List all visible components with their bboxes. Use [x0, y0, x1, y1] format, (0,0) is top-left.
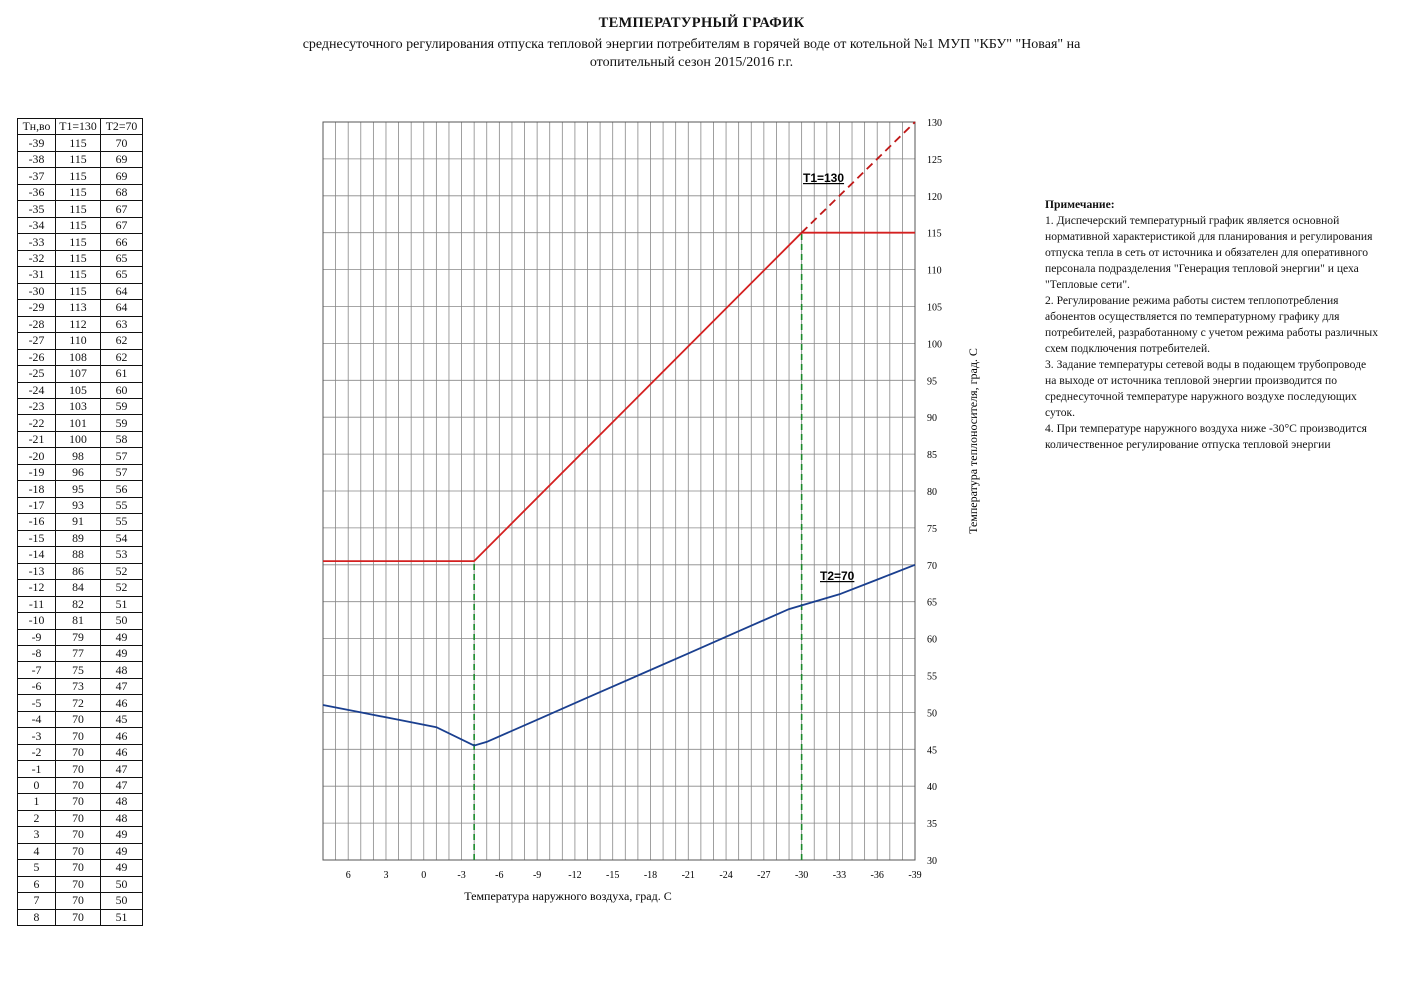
- table-cell: 57: [101, 448, 143, 464]
- table-cell: 84: [56, 580, 101, 596]
- table-cell: -39: [18, 135, 56, 151]
- table-cell: 70: [56, 777, 101, 793]
- y-tick-label: 35: [927, 819, 937, 831]
- y-tick-label: 80: [927, 487, 937, 498]
- table-cell: 77: [56, 646, 101, 662]
- table-cell: 70: [56, 893, 101, 909]
- table-cell: 115: [56, 267, 101, 283]
- table-cell: 2: [18, 810, 56, 826]
- table-cell: -30: [18, 283, 56, 299]
- table-cell: -31: [18, 267, 56, 283]
- table-cell: 49: [101, 843, 143, 859]
- series-line-t1: [323, 233, 915, 561]
- table-cell: 67: [101, 217, 143, 233]
- y-tick-label: 90: [927, 413, 937, 425]
- table-cell: 70: [56, 843, 101, 859]
- table-cell: -16: [18, 514, 56, 530]
- y-tick-label: 130: [927, 118, 942, 129]
- table-cell: 48: [101, 794, 143, 810]
- table-cell: 70: [56, 860, 101, 876]
- table-cell: 73: [56, 678, 101, 694]
- table-cell: 72: [56, 695, 101, 711]
- table-cell: 95: [56, 481, 101, 497]
- table-cell: -33: [18, 234, 56, 250]
- table-cell: 56: [101, 481, 143, 497]
- table-cell: 89: [56, 530, 101, 546]
- table-cell: -8: [18, 646, 56, 662]
- table-cell: -11: [18, 596, 56, 612]
- y-tick-label: 85: [927, 450, 937, 462]
- table-cell: -14: [18, 547, 56, 563]
- y-axis-label: Температура теплоносителя, град. С: [966, 348, 980, 534]
- table-cell: 70: [56, 810, 101, 826]
- table-cell: 49: [101, 827, 143, 843]
- x-tick-label: 0: [421, 870, 427, 881]
- table-cell: -28: [18, 316, 56, 332]
- table-cell: -26: [18, 349, 56, 365]
- table-cell: 61: [101, 366, 143, 382]
- table-cell: -13: [18, 563, 56, 579]
- y-tick-label: 75: [927, 523, 937, 535]
- x-tick-label: -12: [568, 870, 582, 881]
- note-item: 2. Регулирование режима работы систем теплопотребления абонентов осуществляется по температурному графику для потребителей, разработанному с учетом режима работы различных схем подключения потребителей.: [1045, 294, 1379, 355]
- table-cell: 100: [56, 431, 101, 447]
- table-cell: 52: [101, 563, 143, 579]
- table-cell: 46: [101, 695, 143, 711]
- table-cell: 48: [101, 662, 143, 678]
- table-cell: 86: [56, 563, 101, 579]
- table-cell: 115: [56, 135, 101, 151]
- table-cell: -18: [18, 481, 56, 497]
- table-cell: 70: [101, 135, 143, 151]
- x-axis-label: Температура наружного воздуха, град. С: [464, 889, 672, 903]
- table-cell: 105: [56, 382, 101, 398]
- table-cell: -35: [18, 201, 56, 217]
- table-cell: 0: [18, 777, 56, 793]
- table-cell: 49: [101, 629, 143, 645]
- table-cell: -5: [18, 695, 56, 711]
- note-item: 4. При температуре наружного воздуха ниже -30°С производится количественное регулирование отпуска тепловой энергии: [1045, 422, 1367, 451]
- table-cell: 70: [56, 827, 101, 843]
- table-cell: -29: [18, 300, 56, 316]
- table-cell: 115: [56, 250, 101, 266]
- table-cell: 46: [101, 728, 143, 744]
- table-cell: -9: [18, 629, 56, 645]
- table-cell: 82: [56, 596, 101, 612]
- table-cell: 70: [56, 876, 101, 892]
- table-cell: -10: [18, 613, 56, 629]
- table-cell: -27: [18, 333, 56, 349]
- y-tick-label: 30: [927, 856, 937, 867]
- x-tick-label: -21: [681, 870, 695, 881]
- x-tick-label: -15: [606, 870, 620, 881]
- table-cell: 51: [101, 596, 143, 612]
- table-cell: 59: [101, 398, 143, 414]
- table-cell: -20: [18, 448, 56, 464]
- table-cell: 81: [56, 613, 101, 629]
- x-tick-label: 3: [383, 870, 389, 881]
- table-cell: 66: [101, 234, 143, 250]
- table-cell: -24: [18, 382, 56, 398]
- table-cell: -23: [18, 398, 56, 414]
- y-tick-label: 120: [927, 191, 942, 203]
- table-cell: 8: [18, 909, 56, 925]
- table-cell: 65: [101, 267, 143, 283]
- table-cell: 67: [101, 201, 143, 217]
- table-cell: 6: [18, 876, 56, 892]
- table-cell: 50: [101, 613, 143, 629]
- table-cell: 54: [101, 530, 143, 546]
- x-tick-label: -6: [495, 870, 504, 881]
- table-cell: 4: [18, 843, 56, 859]
- table-cell: -32: [18, 250, 56, 266]
- table-cell: 47: [101, 777, 143, 793]
- table-cell: -37: [18, 168, 56, 184]
- x-tick-label: 6: [345, 870, 351, 881]
- table-cell: -21: [18, 431, 56, 447]
- table-cell: -15: [18, 530, 56, 546]
- table-cell: 115: [56, 201, 101, 217]
- table-cell: -36: [18, 184, 56, 200]
- table-cell: 5: [18, 860, 56, 876]
- x-tick-label: -33: [832, 870, 847, 881]
- table-cell: -12: [18, 580, 56, 596]
- table-header-cell: Т1=130: [56, 119, 101, 135]
- table-header-cell: Т2=70: [101, 119, 143, 135]
- table-cell: 115: [56, 234, 101, 250]
- page-title: ТЕМПЕРАТУРНЫЙ ГРАФИК: [598, 15, 805, 31]
- table-cell: 45: [101, 711, 143, 727]
- table-cell: 62: [101, 349, 143, 365]
- table-cell: 98: [56, 448, 101, 464]
- table-cell: 110: [56, 333, 101, 349]
- y-tick-label: 65: [927, 597, 937, 609]
- y-tick-label: 110: [927, 265, 942, 277]
- table-cell: 75: [56, 662, 101, 678]
- table-cell: -3: [18, 728, 56, 744]
- table-cell: 69: [101, 168, 143, 184]
- table-cell: 58: [101, 431, 143, 447]
- table-cell: 1: [18, 794, 56, 810]
- table-cell: 7: [18, 893, 56, 909]
- table-cell: -17: [18, 497, 56, 513]
- y-tick-label: 100: [927, 339, 942, 351]
- table-cell: 63: [101, 316, 143, 332]
- table-cell: 55: [101, 497, 143, 513]
- table-cell: 52: [101, 580, 143, 596]
- y-tick-label: 70: [927, 560, 937, 572]
- table-cell: -2: [18, 744, 56, 760]
- table-cell: 108: [56, 349, 101, 365]
- y-tick-label: 40: [927, 782, 937, 794]
- table-header-cell: Тн,во: [18, 119, 56, 135]
- table-cell: -25: [18, 366, 56, 382]
- table-cell: 70: [56, 909, 101, 925]
- table-cell: -19: [18, 464, 56, 480]
- table-cell: 48: [101, 810, 143, 826]
- table-cell: 3: [18, 827, 56, 843]
- x-tick-label: -3: [457, 870, 466, 881]
- table-cell: 47: [101, 761, 143, 777]
- table-cell: 50: [101, 876, 143, 892]
- table-cell: -22: [18, 415, 56, 431]
- table-cell: 68: [101, 184, 143, 200]
- y-tick-label: 45: [927, 745, 937, 757]
- table-cell: 96: [56, 464, 101, 480]
- table-cell: 50: [101, 893, 143, 909]
- table-cell: 115: [56, 217, 101, 233]
- y-tick-label: 125: [927, 154, 942, 166]
- table-cell: 88: [56, 547, 101, 563]
- table-cell: 57: [101, 464, 143, 480]
- x-tick-label: -30: [794, 870, 809, 881]
- table-cell: -7: [18, 662, 56, 678]
- table-cell: 70: [56, 744, 101, 760]
- table-cell: 112: [56, 316, 101, 332]
- table-cell: 115: [56, 168, 101, 184]
- table-cell: 49: [101, 646, 143, 662]
- table-cell: 69: [101, 151, 143, 167]
- table-cell: -34: [18, 217, 56, 233]
- x-tick-label: -36: [870, 870, 884, 881]
- series-label-t1: Т1=130: [803, 171, 845, 185]
- table-cell: 91: [56, 514, 101, 530]
- note-item: 3. Задание температуры сетевой воды в подающем трубопроводе на выходе от источника тепловой энергии производится по среднесуточной температуре наружного воздухе последующих суток.: [1045, 358, 1367, 419]
- table-cell: 55: [101, 514, 143, 530]
- table-cell: -38: [18, 151, 56, 167]
- page-subtitle-season: отопительный сезон 2015/2016 г.г.: [589, 55, 794, 70]
- table-cell: 79: [56, 629, 101, 645]
- y-tick-label: 105: [927, 302, 942, 314]
- y-tick-label: 50: [927, 708, 937, 720]
- y-tick-label: 55: [927, 671, 937, 683]
- table-cell: 59: [101, 415, 143, 431]
- table-cell: 103: [56, 398, 101, 414]
- table-cell: 46: [101, 744, 143, 760]
- table-cell: 70: [56, 728, 101, 744]
- table-cell: 115: [56, 151, 101, 167]
- table-cell: 115: [56, 283, 101, 299]
- table-cell: -1: [18, 761, 56, 777]
- x-tick-label: -18: [643, 870, 658, 881]
- table-cell: 107: [56, 366, 101, 382]
- series-line-t2: [323, 565, 915, 746]
- x-tick-label: -24: [719, 870, 733, 881]
- table-cell: 70: [56, 711, 101, 727]
- x-tick-label: -39: [908, 870, 922, 881]
- table-cell: -4: [18, 711, 56, 727]
- table-cell: 115: [56, 184, 101, 200]
- table-cell: 49: [101, 860, 143, 876]
- x-tick-label: -9: [532, 870, 542, 881]
- table-cell: 101: [56, 415, 101, 431]
- table-cell: 51: [101, 909, 143, 925]
- note-title: Примечание:: [1045, 198, 1115, 211]
- note-item: 1. Диспечерский температурный график является основной нормативной характеристикой для планирования и регулирования отпуска тепла в сеть от источника и обязателен для оперативного персонала подразделения "Генерация тепловой энергии" и цеха "Тепловые сети".: [1045, 214, 1373, 291]
- series-label-t2: Т2=70: [820, 569, 855, 583]
- note-block: [1045, 197, 1380, 453]
- table-cell: 47: [101, 678, 143, 694]
- y-tick-label: 95: [927, 376, 937, 388]
- table-cell: 64: [101, 283, 143, 299]
- table-cell: 93: [56, 497, 101, 513]
- x-tick-label: -27: [757, 870, 771, 881]
- table-cell: 70: [56, 761, 101, 777]
- table-cell: 113: [56, 300, 101, 316]
- y-tick-label: 115: [927, 228, 942, 240]
- table-cell: 60: [101, 382, 143, 398]
- table-cell: 62: [101, 333, 143, 349]
- page-subtitle: среднесуточного регулирования отпуска тепловой энергии потребителям в горячей воде от котельной №1 МУП "КБУ" "Новая" на: [302, 37, 1081, 52]
- table-cell: -6: [18, 678, 56, 694]
- y-tick-label: 60: [927, 634, 937, 646]
- table-cell: 70: [56, 794, 101, 810]
- table-cell: 64: [101, 300, 143, 316]
- table-cell: 53: [101, 547, 143, 563]
- table-cell: 65: [101, 250, 143, 266]
